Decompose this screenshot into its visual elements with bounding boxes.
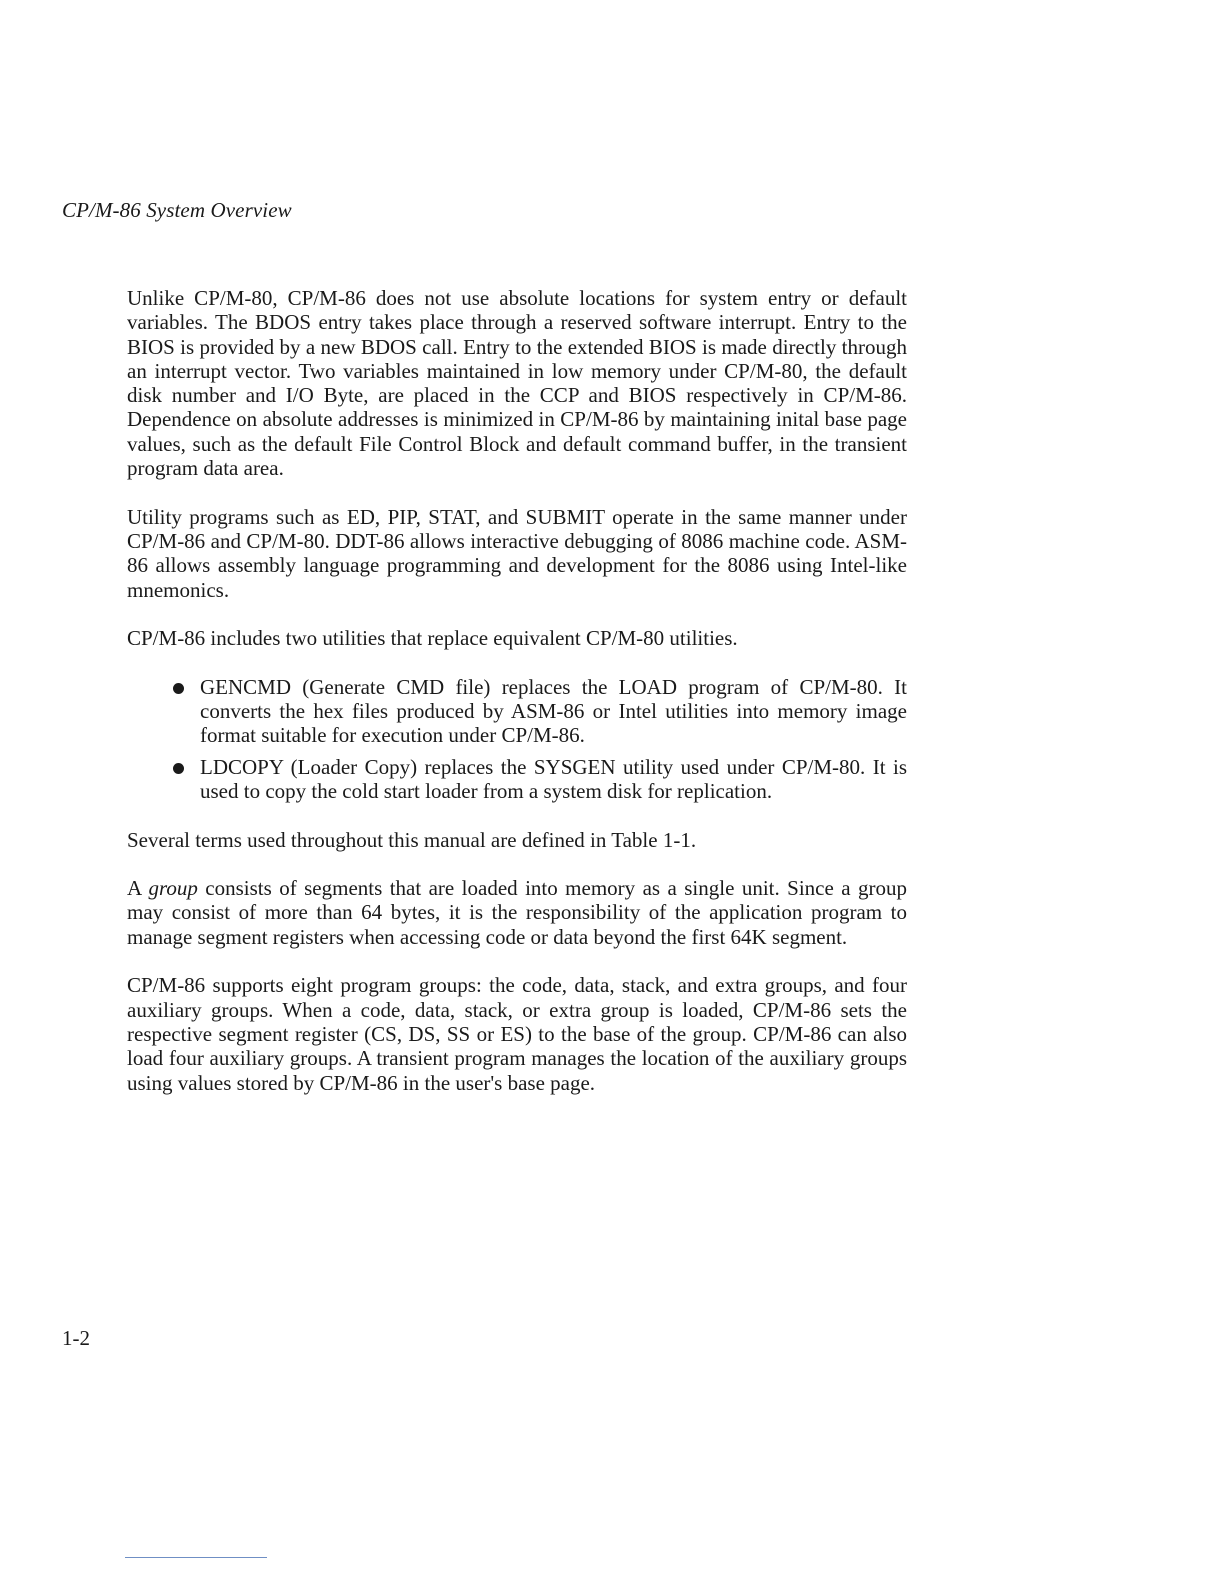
paragraph-terms-reference: Several terms used throughout this manual are defined in Table 1-1. [127, 827, 697, 852]
list-item-text: GENCMD (Generate CMD file) replaces the LOAD program of CP/M-80. It converts the hex files produced by ASM-86 or Intel utilities into memory image format suitable for execution under CP/M-86. [200, 674, 907, 748]
page-body [127, 286, 907, 1119]
paragraph-group-definition [127, 876, 907, 949]
utility-list [127, 675, 907, 803]
bullet-icon [173, 683, 184, 694]
list-item [200, 675, 907, 748]
group-term: group [148, 876, 198, 901]
paragraph-utility-programs: Utility programs such as ED, PIP, STAT, and SUBMIT operate in the same manner under CP/M-86 and CP/M-80. DDT-86 allows interactive debugging of 8086 machine code. ASM-86 allows assembly language programming and development for the 8086 using Intel-like mnemonics. [127, 504, 907, 602]
paragraph-program-groups: CP/M-86 supports eight program groups: the code, data, stack, and extra groups, and four auxiliary groups. When a code, data, stack, or extra group is loaded, CP/M-86 sets the respective segment register (CS, DS, SS or ES) to the base of the group. CP/M-86 can also load four auxiliary groups. A transient program manages the location of the auxiliary groups using values stored by CP/M-86 in the user's base page. [127, 973, 907, 1095]
running-header: CP/M-86 System Overview [62, 198, 292, 222]
bullet-icon [173, 763, 184, 774]
paragraph-replacement-utilities: CP/M-86 includes two utilities that replace equivalent CP/M-80 utilities. [127, 626, 738, 651]
footer-rule [125, 1557, 267, 1558]
group-definition-text: consists of segments that are loaded into memory as a single unit. Since a group may consist of more than 64 bytes, it is the responsibility of the application program to manage segment registers when accessing code or data beyond the first 64K segment. [127, 876, 907, 949]
paragraph-system-entry: Unlike CP/M-80, CP/M-86 does not use absolute locations for system entry or default variables. The BDOS entry takes place through a reserved software interrupt. Entry to the BIOS is provided by a new BDOS call. Entry to the extended BIOS is made directly through an interrupt vector. Two variables maintained in low memory under CP/M-80, the default disk number and I/O Byte, are placed in the CCP and BIOS respectively in CP/M-86. Dependence on absolute addresses is minimized in CP/M-86 by maintaining inital base page values, such as the default File Control Block and default command buffer, in the transient program data area. [127, 286, 907, 481]
list-item-text: LDCOPY (Loader Copy) replaces the SYSGEN utility used under CP/M-80. It is used to copy the cold start loader from a system disk for replication. [200, 754, 907, 803]
list-item [200, 755, 907, 804]
group-lead-text: A [127, 876, 149, 901]
page-number: 1-2 [62, 1326, 90, 1350]
